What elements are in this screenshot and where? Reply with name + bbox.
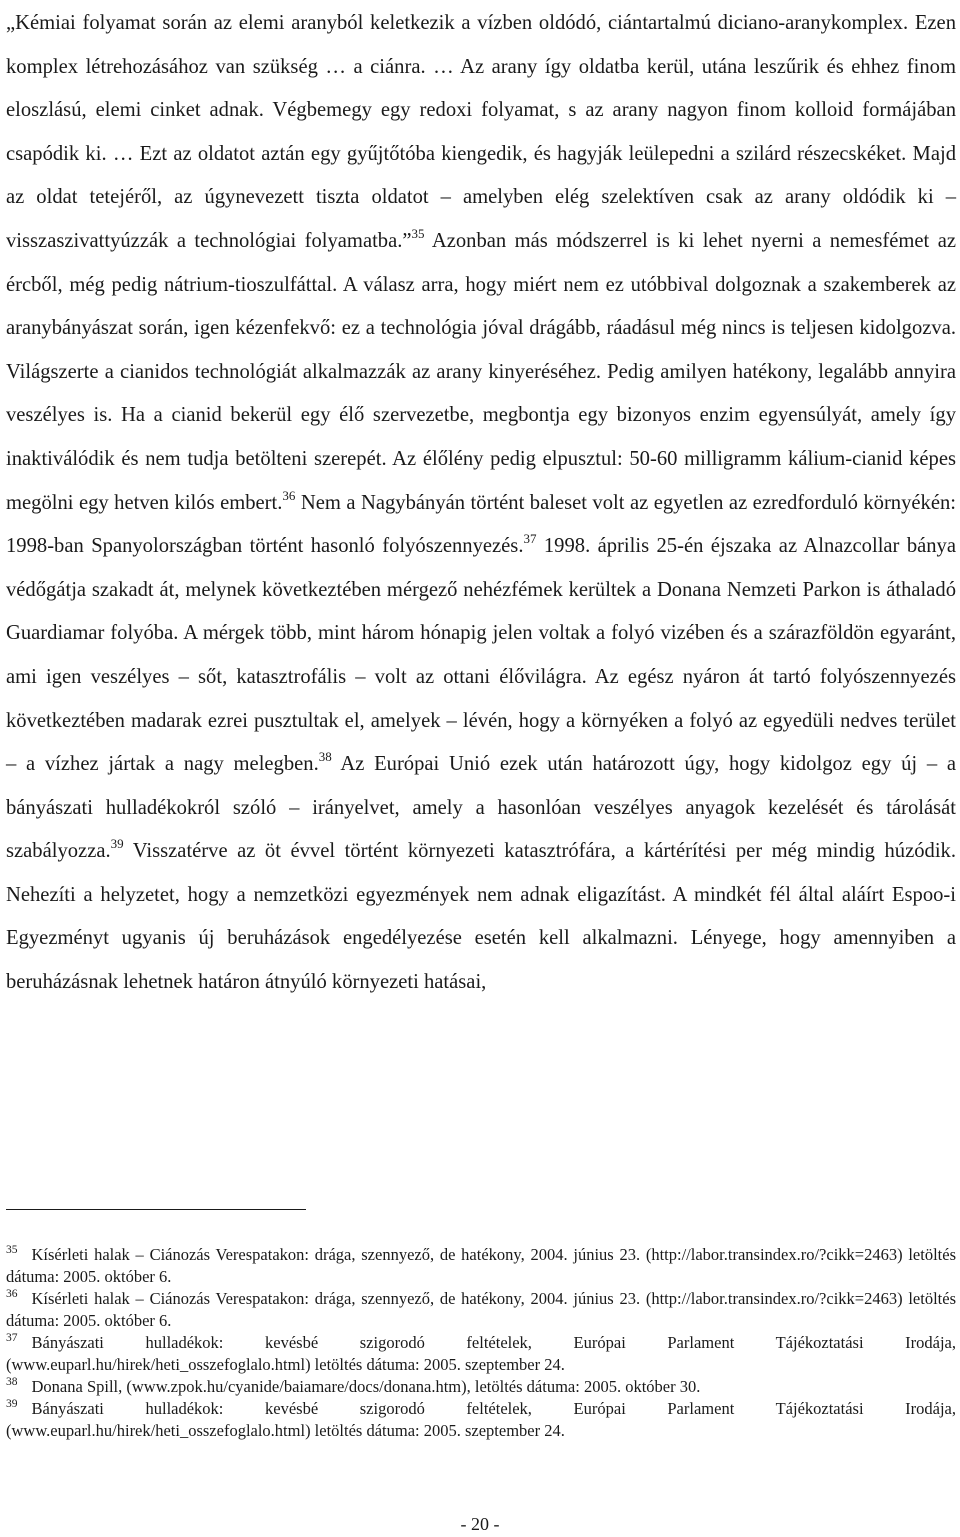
footnote-text: Kísérleti halak – Ciánozás Verespatakon: drága, szennyező, de hatékony, 2004. június 23. (http://labor.transindex.ro/?cikk=2463) letöltés dátuma: 2005. október 6. xyxy=(6,1289,956,1330)
footnote-38 xyxy=(6,1376,956,1398)
footnote-ref-36[interactable]: 36 xyxy=(282,487,296,503)
footnote-ref-35[interactable]: 35 xyxy=(411,225,425,241)
footnote-39 xyxy=(6,1398,956,1442)
body-paragraph xyxy=(6,0,956,1005)
footnote-text: Kísérleti halak – Ciánozás Verespatakon: drága, szennyező, de hatékony, 2004. június 23. (http://labor.transindex.ro/?cikk=2463) letöltés dátuma: 2005. október 6. xyxy=(6,1245,956,1286)
footnote-number: 35 xyxy=(6,1244,18,1256)
body-text-segment: 1998. április 25-én éjszaka az Alnazcollar bánya védőgátja szakadt át, melynek következtében mérgező nehézfémek kerültek a Donana Nemzeti Parkon is áthaladó Guardiamar folyóba. A mérgek több, mint három hónapig jelen voltak a folyó vizében és a szárazföldön egyaránt, ami igen veszélyes – sőt, katasztrofális – volt az ottani élővilágra. Az egész nyáron át tartó folyószennyezés következtében madarak ezrei pusztultak el, amelyek – lévén, hogy a környéken a folyó az egyedüli nedves terület – a vízhez jártak a nagy melegben. xyxy=(6,535,956,776)
footnote-text: Bányászati hulladékok: kevésbé szigorodó feltételek, Európai Parlament Tájékoztatási Irodája, (www.euparl.hu/hirek/heti_osszefoglalo.html) letöltés dátuma: 2005. szeptember 24. xyxy=(6,1399,956,1440)
footnote-number: 39 xyxy=(6,1398,18,1410)
footnote-ref-37[interactable]: 37 xyxy=(523,531,537,547)
body-text-segment: Visszatérve az öt évvel történt környezeti katasztrófára, a kártérítési per még mindig húzódik. Nehezíti a helyzetet, hogy a nemzetközi egyezmények nem adnak eligazítást. A mindkét fél által aláírt Espoo-i Egyezményt ugyanis új beruházások engedélyezése esetén kell alkalmazni. Lényege, hogy amennyiben a beruházásnak lehetnek határon átnyúló környezeti hatásai, xyxy=(6,840,956,994)
footnote-number: 38 xyxy=(6,1376,18,1388)
body-text-segment: Az Európai Unió ezek után határozott úgy, hogy kidolgoz egy új – a bányászati hulladékokról szóló – irányelvet, amely a hasonlóan veszélyes anyagok kezelését és tárolását szabályozza. xyxy=(6,753,956,863)
footnote-separator xyxy=(6,1209,306,1210)
footnote-36 xyxy=(6,1288,956,1332)
footnote-ref-38[interactable]: 38 xyxy=(318,749,332,765)
footnote-ref-39[interactable]: 39 xyxy=(110,836,124,852)
footnote-number: 37 xyxy=(6,1332,18,1344)
footnote-35 xyxy=(6,1244,956,1288)
body-text-segment: Nem a Nagybányán történt baleset volt az egyetlen az ezredforduló környékén: 1998-ban Spanyolországban történt hasonló folyószennyezés. xyxy=(6,491,957,558)
footnote-text: Bányászati hulladékok: kevésbé szigorodó feltételek, Európai Parlament Tájékoztatási Irodája, (www.euparl.hu/hirek/heti_osszefoglalo.html) letöltés dátuma: 2005. szeptember 24. xyxy=(6,1333,956,1374)
body-text-segment: Azonban más módszerrel is ki lehet nyerni a nemesfémet az ércből, még pedig nátrium-tioszulfáttal. A válasz arra, hogy miért nem ez utóbbival dolgoznak a szakemberek az aranybányászat során, igen kézenfekvő: ez a technológia jóval drágább, ráadásul még nincs is teljesen kidolgozva. Világszerte a cianidos technológiát alkalmazzák az arany kinyeréséhez. Pedig amilyen hatékony, legalább annyira veszélyes is. Ha a cianid bekerül egy élő szervezetbe, megbontja egy bizonyos enzim egyensúlyát, amely így inaktiválódik és nem tudja betölteni szerepét. Az élőlény pedig elpusztul: 50-60 milligramm kálium-cianid képes megölni egy hetven kilós embert. xyxy=(6,229,956,514)
footnote-text: Donana Spill, (www.zpok.hu/cyanide/baiamare/docs/donana.htm), letöltés dátuma: 2005. október 30. xyxy=(31,1377,701,1396)
footnote-37 xyxy=(6,1332,956,1376)
document-page xyxy=(6,0,957,1440)
footnotes-section xyxy=(6,1244,956,1442)
page-number: - 20 - xyxy=(460,1514,500,1534)
body-text-segment: „Kémiai folyamat során az elemi aranyból keletkezik a vízben oldódó, ciántartalmú diciano-aranykomplex. Ezen komplex létrehozásához van szükség … a ciánra. … Az arany így oldatba kerül, utána leszűrik és ehhez finom eloszlású, elemi cinket adnak. Végbemegy egy redoxi folyamat, s az arany nagyon finom kolloid formájában csapódik ki. … Ezt az oldatot aztán egy gyűjtőtóba kiengedik, és hagyják leülepedni a szilárd részecskéket. Majd az oldat tetejéről, az úgynevezett tiszta oldatot – amelyben elég szelektíven csak az arany oldódik ki – visszaszivattyúzzák a technológiai folyamatba.” xyxy=(6,12,956,252)
footnote-number: 36 xyxy=(6,1288,18,1300)
